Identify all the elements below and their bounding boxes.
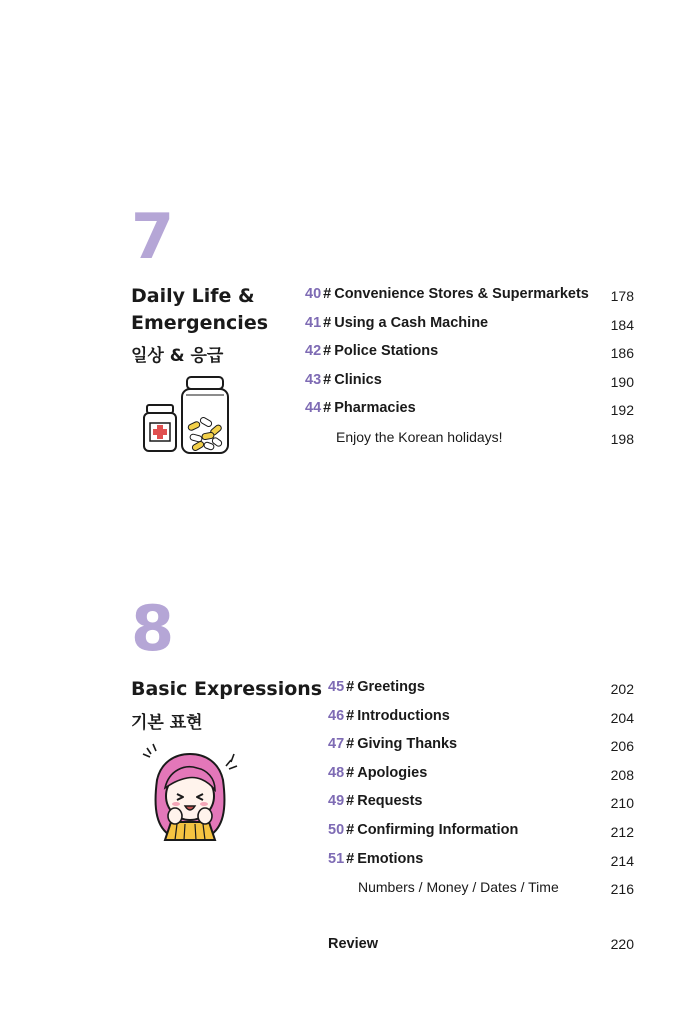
toc-entry-50[interactable] [328, 820, 634, 849]
hash-symbol: # [346, 821, 355, 838]
hash-symbol: # [346, 679, 355, 695]
entry-number: 45 [328, 679, 345, 695]
entry-page: 178 [610, 288, 634, 304]
review-label: Review [328, 936, 378, 952]
chapter-7-toc [305, 284, 634, 456]
entry-title: Confirming Information [357, 821, 519, 838]
chapter-7-title: Daily Life & Emergencies [131, 285, 269, 334]
entry-page: 210 [610, 795, 634, 812]
entry-number: 42 [305, 343, 322, 360]
hash-symbol: # [323, 314, 332, 331]
entry-number: 40 [305, 286, 322, 302]
chapter-7-title-kr: 일상 & 응급 [131, 346, 224, 366]
toc-entry-45[interactable] [328, 677, 634, 706]
entry-number: 50 [328, 821, 345, 838]
entry-number: 48 [328, 764, 345, 781]
hash-symbol: # [346, 850, 355, 867]
entry-title: Convenience Stores & Supermarkets [334, 286, 589, 302]
toc-entry-44[interactable] [305, 398, 634, 427]
entry-page: 202 [610, 681, 634, 697]
entry-page: 198 [610, 430, 634, 447]
hash-symbol: # [323, 286, 332, 302]
extra-title: Numbers / Money / Dates / Time [358, 879, 559, 896]
entry-page: 216 [610, 881, 634, 898]
entry-title: Giving Thanks [357, 736, 458, 753]
entry-page: 204 [610, 709, 634, 726]
hash-symbol: # [346, 793, 355, 810]
toc-entry-48[interactable] [328, 763, 634, 792]
entry-title: Greetings [357, 679, 425, 695]
chapter-8-number: 8 [131, 592, 175, 665]
entry-page: 214 [610, 852, 634, 869]
entry-page: 190 [610, 373, 634, 390]
toc-entry-40[interactable] [305, 284, 634, 313]
entry-title: Emotions [357, 850, 424, 867]
entry-page: 212 [610, 823, 634, 840]
hash-symbol: # [323, 343, 332, 360]
toc-entry-43[interactable] [305, 370, 634, 399]
extra-title: Enjoy the Korean holidays! [336, 428, 503, 445]
toc-entry-47[interactable] [328, 734, 634, 763]
hash-symbol: # [323, 400, 332, 417]
entry-page: 184 [610, 316, 634, 333]
toc-entry-46[interactable] [328, 706, 634, 735]
toc-entry-42[interactable] [305, 341, 634, 370]
entry-number: 51 [328, 850, 345, 867]
toc-extra-entry[interactable] [328, 877, 634, 906]
chapter-7-number: 7 [131, 200, 175, 273]
hash-symbol: # [323, 371, 332, 388]
chapter-8-title-kr: 기본 표현 [131, 713, 203, 733]
chapter-8-title: Basic Expressions [131, 678, 323, 700]
entry-page: 186 [610, 345, 634, 362]
entry-title: Requests [357, 793, 423, 810]
medicine-bottles-icon [140, 375, 240, 455]
toc-entry-51[interactable] [328, 849, 634, 878]
entry-title: Apologies [357, 764, 428, 781]
entry-number: 44 [305, 400, 322, 417]
entry-title: Using a Cash Machine [334, 314, 489, 331]
review-entry[interactable] [328, 935, 634, 959]
hash-symbol: # [346, 764, 355, 781]
entry-title: Clinics [334, 371, 382, 388]
entry-page: 208 [610, 766, 634, 783]
entry-number: 41 [305, 314, 322, 331]
toc-entry-41[interactable] [305, 313, 634, 342]
entry-title: Pharmacies [334, 400, 416, 417]
toc-extra-entry[interactable] [305, 427, 634, 456]
toc-entry-49[interactable] [328, 791, 634, 820]
entry-number: 47 [328, 736, 345, 753]
hash-symbol: # [346, 736, 355, 753]
entry-title: Police Stations [334, 343, 439, 360]
girl-character-icon [135, 740, 245, 845]
entry-title: Introductions [357, 707, 450, 724]
entry-page: 192 [610, 402, 634, 419]
entry-number: 49 [328, 793, 345, 810]
review-page: 220 [610, 936, 634, 952]
chapter-8-toc [328, 677, 634, 906]
hash-symbol: # [346, 707, 355, 724]
entry-page: 206 [610, 738, 634, 755]
entry-number: 46 [328, 707, 345, 724]
entry-number: 43 [305, 371, 322, 388]
